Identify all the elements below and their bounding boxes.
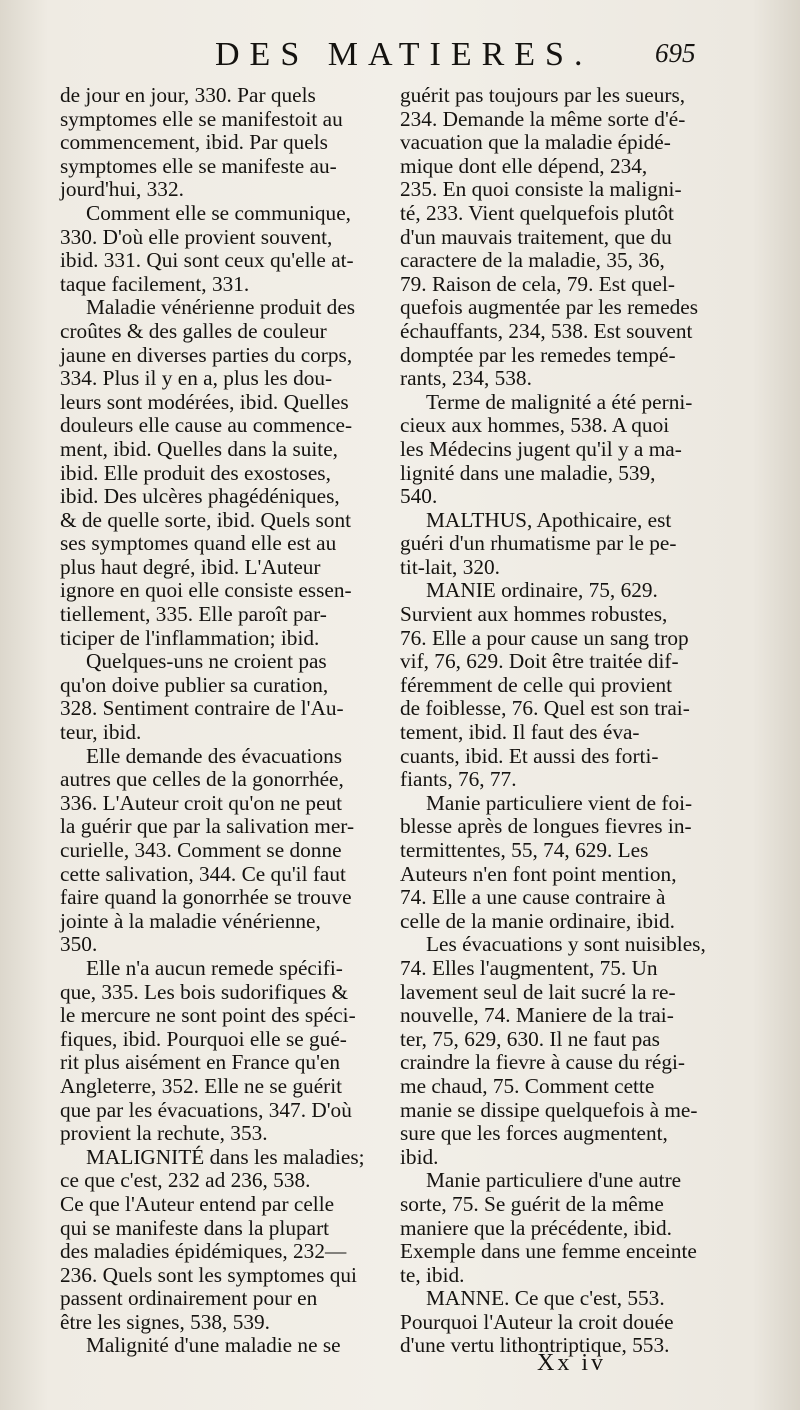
- index-line: jaune en diverses parties du corps,: [60, 342, 353, 367]
- index-line: MANIE ordinaire, 75, 629.: [426, 578, 658, 603]
- index-line: Pourquoi l'Auteur la croit douée: [400, 1309, 674, 1334]
- index-line: 328. Sentiment contraire de l'Au-: [60, 696, 344, 721]
- index-line: guéri d'un rhumatisme par le pe-: [400, 531, 677, 556]
- index-line: plus haut degré, ibid. L'Auteur: [60, 554, 321, 579]
- index-line: symptomes elle se manifeste au-: [60, 153, 337, 178]
- index-line: échauffants, 234, 538. Est souvent: [400, 318, 693, 343]
- index-line: ignore en quoi elle consiste essen-: [60, 578, 352, 603]
- index-line: faire quand la gonorrhée se trouve: [60, 885, 352, 910]
- right-column-lines: [400, 84, 735, 1358]
- index-line: la guérir que par la salivation mer-: [60, 814, 355, 839]
- index-line: d'une vertu lithontriptique, 553.: [400, 1333, 670, 1358]
- index-line: sorte, 75. Se guérit de la même: [400, 1191, 664, 1216]
- signature-mark: Xx iv: [537, 1350, 606, 1376]
- index-line: Maladie vénérienne produit des: [86, 295, 356, 320]
- index-line: 76. Elle a pour cause un sang trop: [400, 625, 689, 650]
- index-line: 330. D'où elle provient souvent,: [60, 224, 333, 249]
- index-line: 336. L'Auteur croit qu'on ne peut: [60, 790, 343, 815]
- index-line: 334. Plus il y en a, plus les dou-: [60, 366, 333, 391]
- index-line: des maladies épidémiques, 232—: [60, 1239, 347, 1264]
- page-number: 695: [655, 38, 696, 68]
- index-line: tiellement, 335. Elle paroît par-: [60, 602, 327, 627]
- index-line: Elle n'a aucun remede spécifi-: [86, 955, 343, 980]
- index-line: ibid. Des ulcères phagédéniques,: [60, 484, 340, 509]
- index-line: nouvelle, 74. Maniere de la trai-: [400, 1003, 674, 1028]
- index-line: Auteurs n'en font point mention,: [400, 861, 677, 886]
- index-line: Ce que l'Auteur entend par celle: [60, 1191, 335, 1216]
- index-line: Comment elle se communique,: [86, 200, 351, 225]
- index-line: d'un mauvais traitement, que du: [400, 224, 672, 249]
- index-line: 74. Elles l'augmentent, 75. Un: [400, 955, 658, 980]
- index-line: Survient aux hommes robustes,: [400, 602, 668, 627]
- index-line: Malignité d'une maladie ne se: [86, 1333, 341, 1358]
- index-line: 234. Demande la même sorte d'é-: [400, 106, 686, 131]
- index-line: blesse après de longues fievres in-: [400, 814, 692, 839]
- index-line: jointe à la maladie vénérienne,: [60, 908, 321, 933]
- running-head: [0, 36, 800, 76]
- index-line: fiques, ibid. Pourquoi elle se gué-: [60, 1026, 347, 1051]
- index-line: le mercure ne sont point des spéci-: [60, 1003, 356, 1028]
- index-line: tit-lait, 320.: [400, 554, 500, 579]
- index-line: sure que les forces augmentent,: [400, 1121, 668, 1146]
- index-line: te, ibid.: [400, 1262, 465, 1287]
- index-line: qu'on doive publier sa curation,: [60, 672, 329, 697]
- index-line: cuants, ibid. Et aussi des forti-: [400, 743, 659, 768]
- index-line: guérit pas toujours par les sueurs,: [400, 83, 686, 107]
- index-line: jourd'hui, 332.: [60, 177, 184, 202]
- index-line: les Médecins jugent qu'il y a ma-: [400, 436, 682, 461]
- index-line: Exemple dans une femme enceinte: [400, 1239, 697, 1264]
- index-line: MALIGNITÉ dans les maladies;: [86, 1144, 365, 1169]
- index-line: passent ordinairement pour en: [60, 1286, 318, 1311]
- index-line: Manie particuliere vient de foi-: [426, 790, 693, 815]
- index-line: croûtes & des galles de couleur: [60, 318, 327, 343]
- index-line: mique dont elle dépend, 234,: [400, 153, 648, 178]
- index-line: ibid. Elle produit des exostoses,: [60, 460, 331, 485]
- index-line: MALTHUS, Apothicaire, est: [426, 507, 672, 532]
- index-line: domptée par les remedes tempé-: [400, 342, 676, 367]
- index-line: craindre la fievre à cause du régi-: [400, 1050, 685, 1075]
- index-line: caractere de la maladie, 35, 36,: [400, 248, 665, 273]
- index-line: que, 335. Les bois sudorifiques &: [60, 979, 349, 1004]
- index-line: vacuation que la maladie épidé-: [400, 130, 671, 155]
- index-line: ce que c'est, 232 ad 236, 538.: [60, 1168, 311, 1193]
- index-line: lavement seul de lait sucré la re-: [400, 979, 676, 1004]
- index-line: de jour en jour, 330. Par quels: [60, 83, 316, 107]
- index-line: que par les évacuations, 347. D'où: [60, 1097, 352, 1122]
- index-line: ter, 75, 629, 630. Il ne faut pas: [400, 1026, 660, 1051]
- index-line: Terme de malignité a été perni-: [426, 389, 693, 414]
- index-line: ibid.: [400, 1144, 439, 1169]
- index-line: & de quelle sorte, ibid. Quels sont: [60, 507, 352, 532]
- index-line: maniere que la précédente, ibid.: [400, 1215, 672, 1240]
- index-line: ment, ibid. Quelles dans la suite,: [60, 436, 338, 461]
- index-line: rit plus aisément en France qu'en: [60, 1050, 341, 1075]
- index-line: 540.: [400, 484, 438, 509]
- index-line: ibid. 331. Qui sont ceux qu'elle at-: [60, 248, 354, 273]
- index-line: vif, 76, 629. Doit être traitée dif-: [400, 649, 679, 674]
- index-line: Manie particuliere d'une autre: [426, 1168, 682, 1193]
- index-line: té, 233. Vient quelquefois plutôt: [400, 200, 674, 225]
- index-line: 74. Elle a une cause contraire à: [400, 885, 666, 910]
- index-line: Elle demande des évacuations: [86, 743, 343, 768]
- index-line: qui se manifeste dans la plupart: [60, 1215, 330, 1240]
- index-line: rants, 234, 538.: [400, 366, 532, 391]
- index-line: lignité dans une maladie, 539,: [400, 460, 656, 485]
- index-line: 236. Quels sont les symptomes qui: [60, 1262, 357, 1287]
- index-line: fiants, 76, 77.: [400, 767, 517, 792]
- index-line: manie se dissipe quelquefois à me-: [400, 1097, 698, 1122]
- index-line: ses symptomes quand elle est au: [60, 531, 337, 556]
- index-line: teur, ibid.: [60, 720, 142, 745]
- index-line: me chaud, 75. Comment cette: [400, 1073, 655, 1098]
- index-line: douleurs elle cause au commence-: [60, 413, 353, 438]
- index-line: provient la rechute, 353.: [60, 1121, 268, 1146]
- index-line: féremment de celle qui provient: [400, 672, 673, 697]
- index-line: symptomes elle se manifestoit au: [60, 106, 343, 131]
- index-line: termittentes, 55, 74, 629. Les: [400, 838, 649, 862]
- index-line: leurs sont modérées, ibid. Quelles: [60, 389, 349, 414]
- index-line: cette salivation, 344. Ce qu'il faut: [60, 861, 346, 886]
- index-line: tement, ibid. Il faut des éva-: [400, 720, 640, 745]
- index-line: Les évacuations y sont nuisibles,: [426, 932, 706, 957]
- index-line: taque facilement, 331.: [60, 271, 250, 296]
- left-column: [60, 84, 385, 1358]
- index-line: MANNE. Ce que c'est, 553.: [426, 1286, 665, 1311]
- index-line: celle de la manie ordinaire, ibid.: [400, 908, 675, 933]
- index-line: ticiper de l'inflammation; ibid.: [60, 625, 320, 650]
- left-column-lines: [60, 84, 385, 1358]
- index-line: 79. Raison de cela, 79. Est quel-: [400, 271, 676, 296]
- index-line: de foiblesse, 76. Quel est son trai-: [400, 696, 690, 721]
- index-line: autres que celles de la gonorrhée,: [60, 767, 344, 792]
- index-line: 235. En quoi consiste la maligni-: [400, 177, 682, 202]
- index-line: quefois augmentée par les remedes: [400, 295, 699, 320]
- index-line: cieux aux hommes, 538. A quoi: [400, 413, 670, 438]
- index-line: commencement, ibid. Par quels: [60, 130, 328, 155]
- index-line: Quelques-uns ne croient pas: [86, 649, 327, 674]
- index-line: Angleterre, 352. Elle ne se guérit: [60, 1073, 343, 1098]
- index-line: être les signes, 538, 539.: [60, 1309, 270, 1334]
- page-title: DES MATIERES.: [215, 36, 593, 73]
- right-column: [400, 84, 735, 1358]
- index-line: 350.: [60, 932, 98, 957]
- index-line: curielle, 343. Comment se donne: [60, 838, 342, 862]
